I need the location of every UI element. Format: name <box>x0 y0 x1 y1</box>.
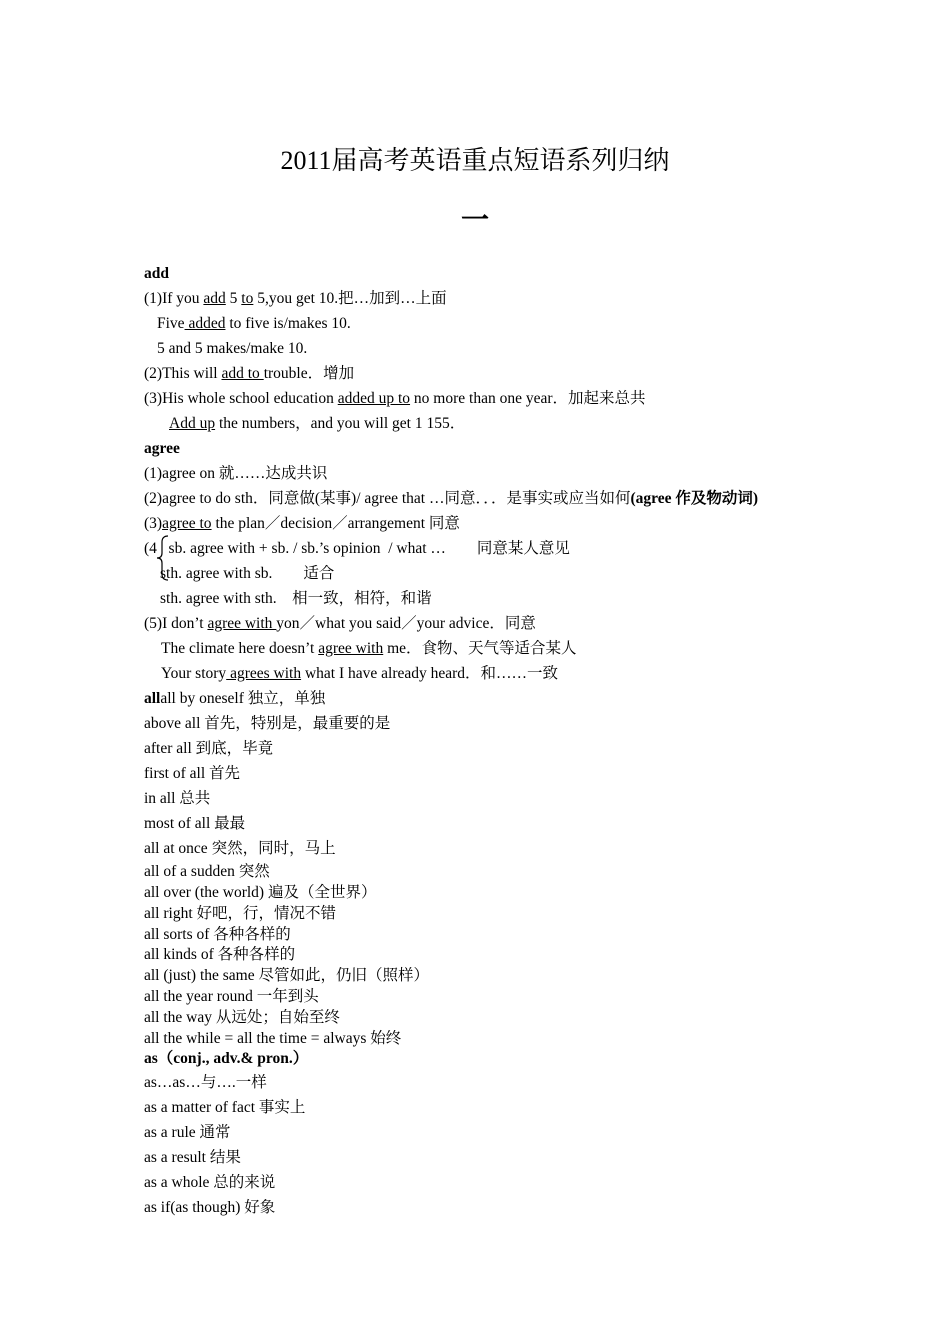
as-line-3: as a rule 通常 <box>144 1124 231 1142</box>
all-line-16: all the while = all the time = always 始终 <box>144 1029 402 1047</box>
all-line-8: all of a sudden 突然 <box>144 863 270 880</box>
as-line-2: as a matter of fact 事实上 <box>144 1099 306 1117</box>
document-title: 2011届高考英语重点短语系列归纳 <box>280 146 670 175</box>
add-line-6: Add up the numbers，and you will get 1 155． <box>169 415 466 432</box>
as-line-1: as…as…与….一样 <box>144 1074 267 1092</box>
all-line-11: all sorts of 各种各样的 <box>144 925 291 943</box>
agree-line-6: sth. agree with sth. 相一致，相符，和谐 <box>160 590 432 607</box>
all-line-14: all the year round 一年到头 <box>144 987 319 1005</box>
add-line-2: Five added to five is/makes 10. <box>157 315 351 332</box>
agree-heading: agree <box>144 440 180 457</box>
add-heading: add <box>144 265 169 282</box>
add-line-4: (2)This will add to trouble．增加 <box>144 365 355 382</box>
agree-line-1: (1)agree on 就……达成共识 <box>144 465 328 482</box>
agree-line-5: sth. agree with sb. 适合 <box>160 565 335 582</box>
all-line-10: all right 好吧，行，情况不错 <box>144 904 337 922</box>
as-heading: as（conj., adv.& pron.） <box>144 1050 309 1068</box>
all-line-7: all at once 突然，同时，马上 <box>144 840 336 857</box>
all-line-9: all over (the world) 遍及（全世界） <box>144 884 377 901</box>
brace-icon <box>156 534 170 582</box>
as-line-5: as a whole 总的来说 <box>144 1174 276 1192</box>
agree-line-8: The climate here doesn’t agree with me．食物、天气等适合某人 <box>161 640 577 657</box>
all-line-3: after all 到底，毕竟 <box>144 740 274 757</box>
all-line-5: in all 总共 <box>144 790 211 807</box>
as-line-4: as a result 结果 <box>144 1149 241 1167</box>
all-line-13: all (just) the same 尽管如此，仍旧（照样） <box>144 967 429 985</box>
agree-line-3: (3)agree to the plan／decision／arrangement 同意 <box>144 515 460 532</box>
add-line-3: 5 and 5 makes/make 10. <box>157 340 308 357</box>
as-line-6: as if(as though) 好象 <box>144 1199 276 1217</box>
agree-line-4: (4 sb. agree with + sb. / sb.’s opinion / what … 同意某人意见 <box>144 540 570 557</box>
all-line-1: allall by oneself 独立，单独 <box>144 690 326 707</box>
add-line-5: (3)His whole school education added up to no more than one year．加起来总共 <box>144 390 646 407</box>
document-subtitle: 一 <box>460 205 489 236</box>
all-line-4: first of all 首先 <box>144 765 240 782</box>
document-body <box>144 261 844 1220</box>
agree-line-7: (5)I don’t agree with yon／what you said／your advice．同意 <box>144 615 536 632</box>
agree-line-9: Your story agrees with what I have already heard．和……一致 <box>161 665 559 682</box>
all-line-12: all kinds of 各种各样的 <box>144 946 296 964</box>
all-line-2: above all 首先，特别是，最重要的是 <box>144 715 391 732</box>
all-line-15: all the way 从远处；自始至终 <box>144 1008 340 1026</box>
agree-line-2: (2)agree to do sth．同意做(某事)/ agree that …同意．．．是事实或应当如何(agree 作及物动词) <box>144 490 759 507</box>
all-line-6: most of all 最最 <box>144 815 246 832</box>
add-line-1: (1)If you add 5 to 5,you get 10.把…加到…上面 <box>144 290 447 307</box>
